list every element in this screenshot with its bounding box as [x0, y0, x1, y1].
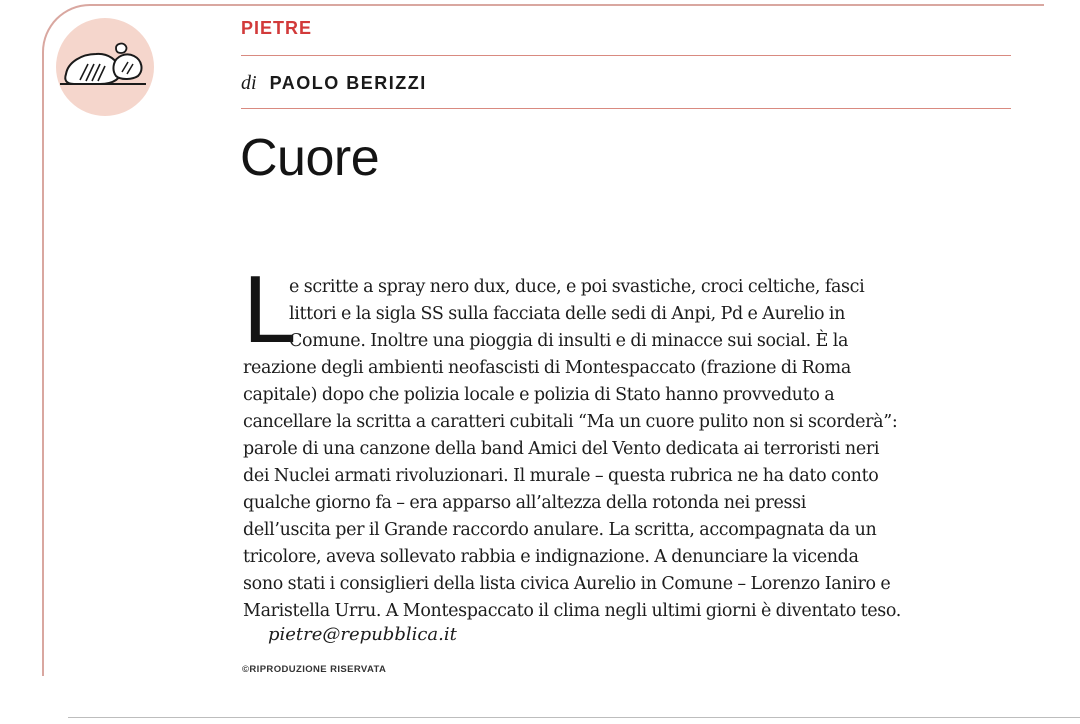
article-line: dei Nuclei armati rivoluzionari. Il murale – questa rubrica ne ha dato conto [243, 466, 879, 486]
article-line: qualche giorno fa – era apparso all’altezza della rotonda nei pressi [243, 493, 806, 513]
divider [241, 108, 1011, 109]
author-name: PAOLO BERIZZI [269, 73, 427, 93]
article-line: Comune. Inoltre una pioggia di insulti e di minacce sui social. È la [289, 331, 849, 351]
article-line: tricolore, aveva sollevato rabbia e indignazione. A denunciare la vicenda [243, 547, 859, 567]
article-line: sono stati i consiglieri della lista civica Aurelio in Comune – Lorenzo Ianiro e [243, 574, 891, 594]
byline [241, 72, 427, 95]
bottom-divider [68, 717, 1080, 718]
article-line: Maristella Urru. A Montespaccato il clima negli ultimi giorni è diventato teso. [243, 601, 901, 621]
article-line: dell’uscita per il Grande raccordo anulare. La scritta, accompagnata da un [243, 520, 877, 540]
byline-prefix: di [241, 72, 257, 94]
drop-cap-letter: L [243, 256, 297, 363]
author-email-link[interactable]: pietre@repubblica.it [268, 624, 457, 645]
article-line: cancellare la scritta a caratteri cubitali “Ma un cuore pulito non si scorderà”: [243, 412, 898, 432]
headline: Cuore [240, 129, 380, 187]
divider [241, 55, 1011, 56]
article-line: littori e la sigla SS sulla facciata delle sedi di Anpi, Pd e Aurelio in [289, 304, 846, 324]
stones-icon [56, 18, 154, 116]
article-line: e scritte a spray nero dux, duce, e poi svastiche, croci celtiche, fasci [289, 277, 865, 297]
copyright-notice: ©RIPRODUZIONE RISERVATA [242, 664, 387, 675]
article-body [243, 274, 1023, 625]
article-line: reazione degli ambienti neofascisti di Montespaccato (frazione di Roma [243, 358, 851, 378]
section-label: PIETRE [241, 18, 313, 38]
article-line: parole di una canzone della band Amici del Vento dedicata ai terroristi neri [243, 439, 880, 459]
article-line: capitale) dopo che polizia locale e polizia di Stato hanno provveduto a [243, 385, 835, 405]
